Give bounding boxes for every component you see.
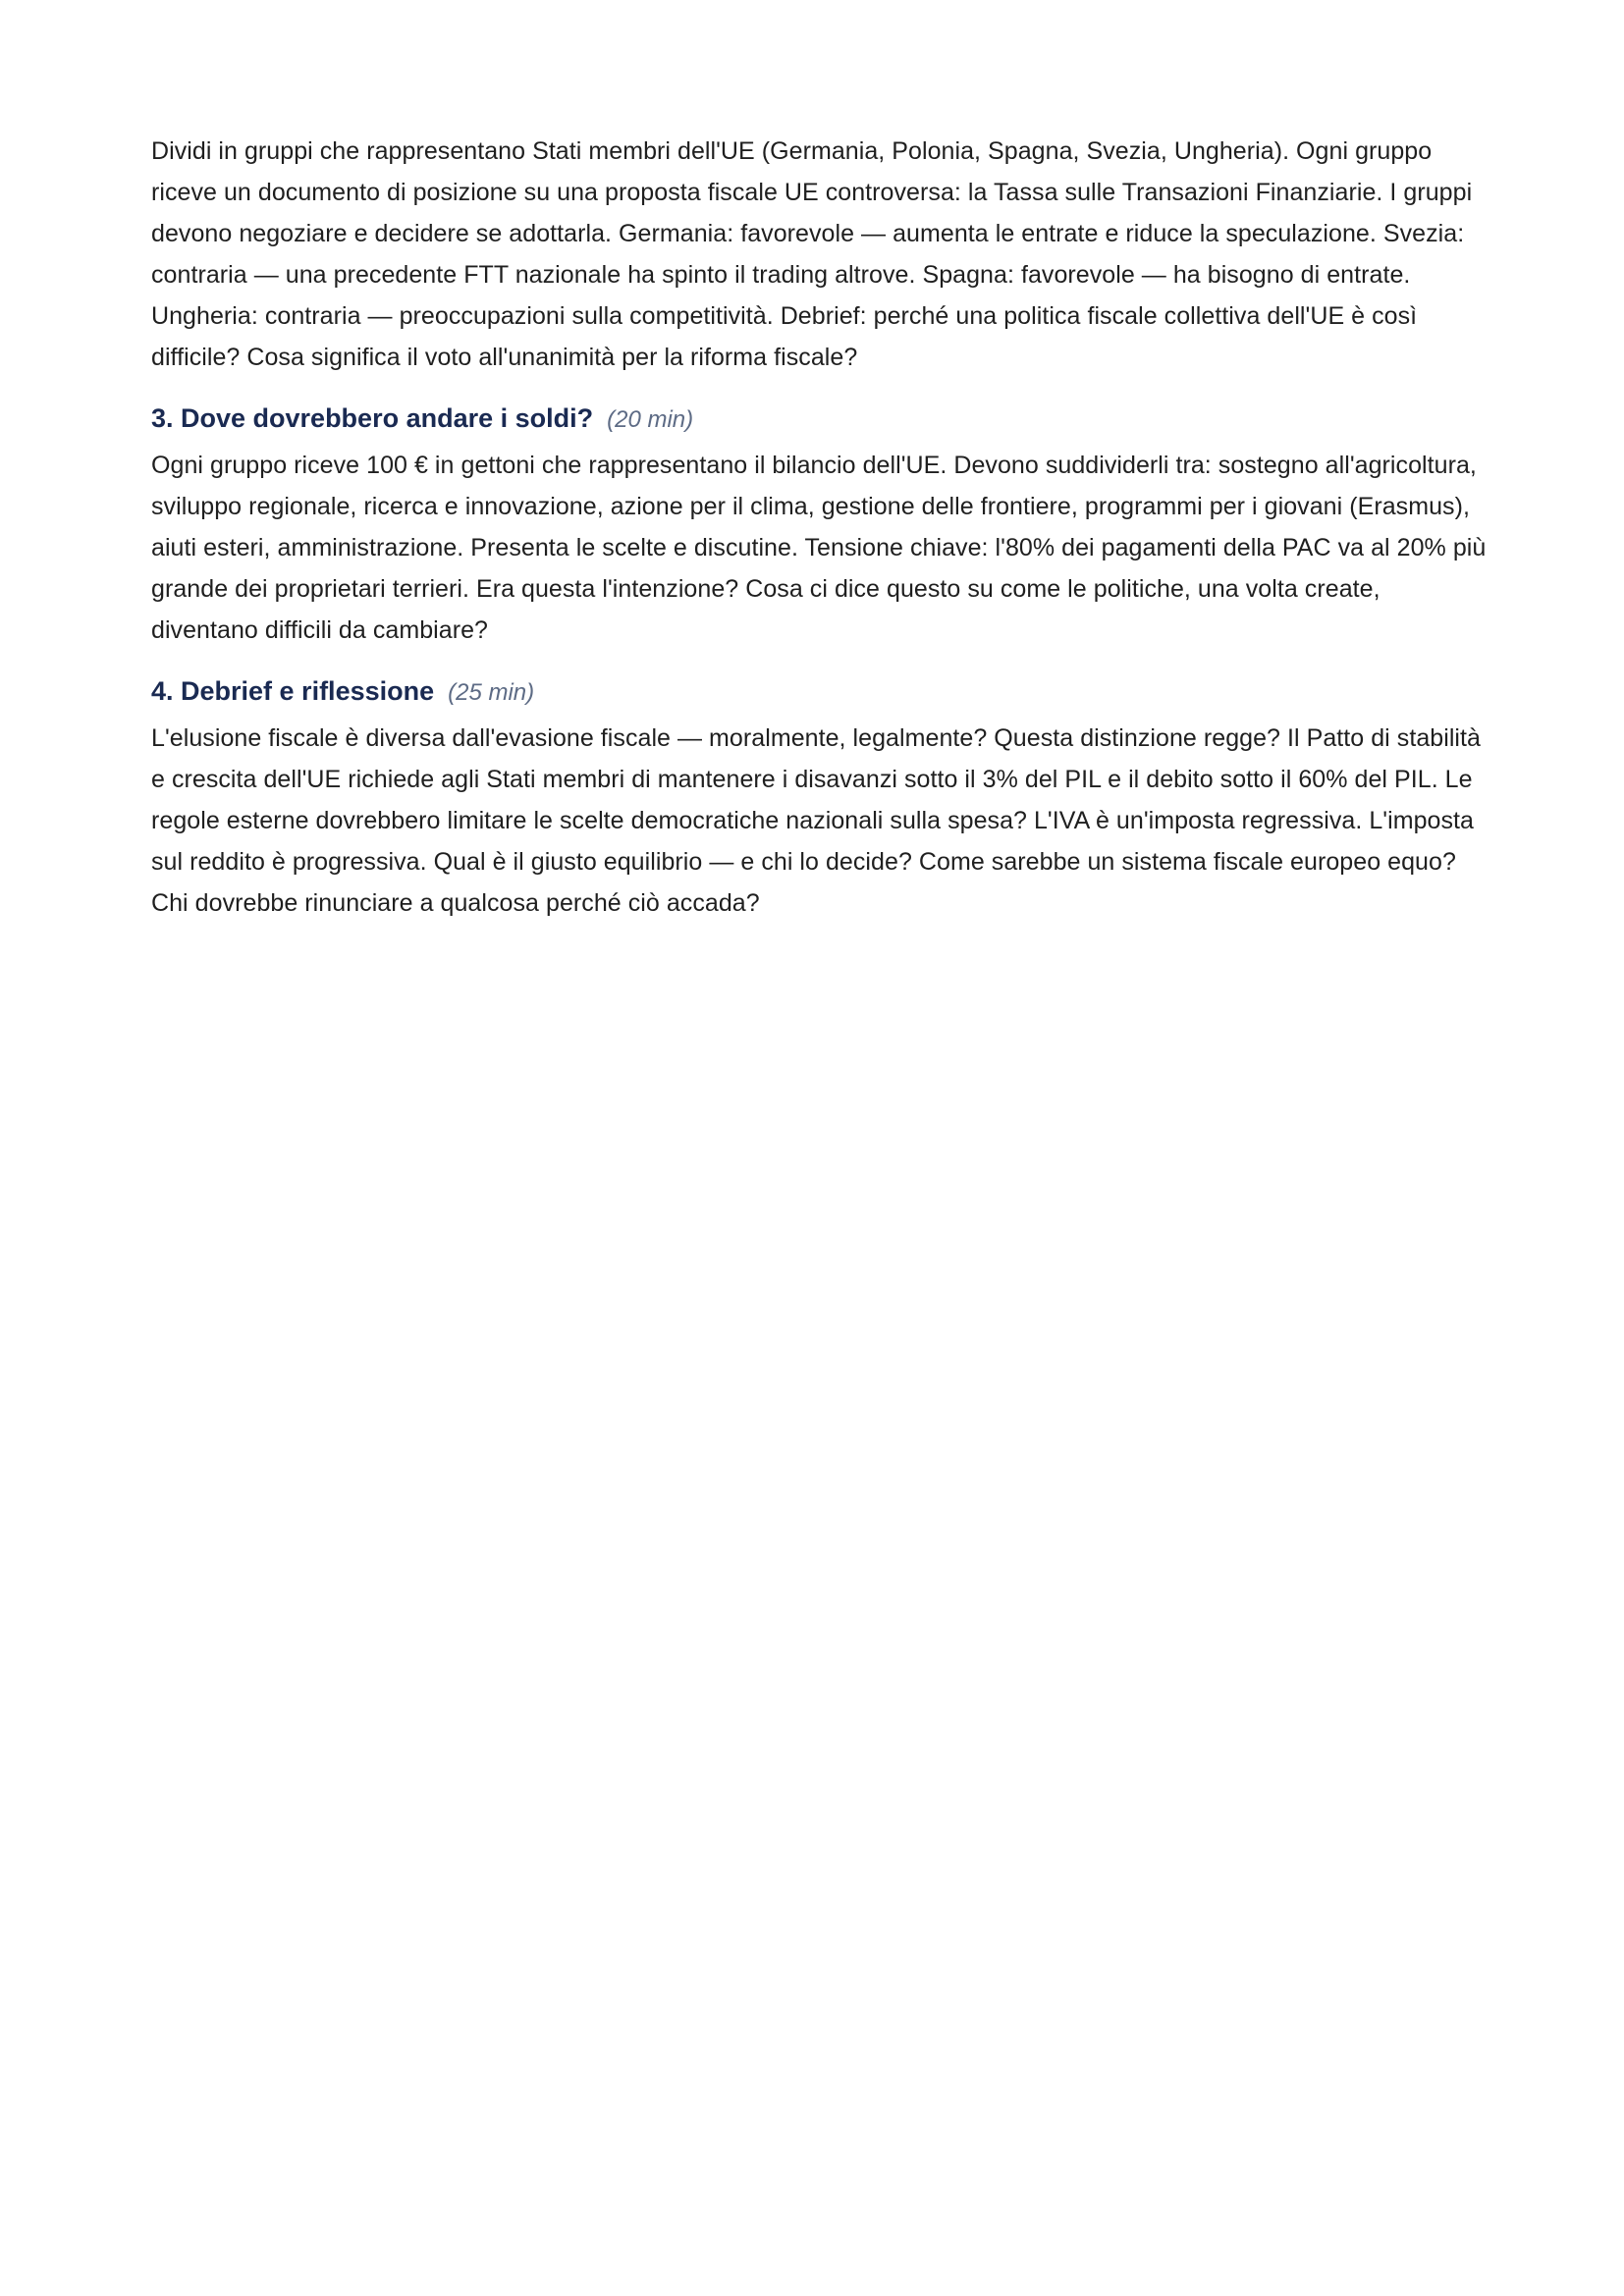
section-duration: (25 min) [448, 679, 535, 706]
section-body: Ogni gruppo riceve 100 € in gettoni che rappresentano il bilancio dell'UE. Devono suddividerli tra: sostegno all'agricoltura, sviluppo regionale, ricerca e innovazione, azione per il clima, gestione delle frontiere, programmi per i giovani (Erasmus), aiuti esteri, amministrazione. Presenta le scelte e discutine. Tensione chiave: l'80% dei pagamenti della PAC va al 20% più grande dei proprietari terrieri. Era questa l'intenzione? Cosa ci dice questo su come le politiche, una volta create, diventano difficili da cambiare? [151, 452, 1487, 644]
document-page [151, 131, 1487, 924]
section-title: 4. Debrief e riflessione [151, 676, 435, 706]
section-body: L'elusione fiscale è diversa dall'evasione fiscale — moralmente, legalmente? Questa distinzione regge? Il Patto di stabilità e crescita dell'UE richiede agli Stati membri di mantenere i disavanzi sotto il 3% del PIL e il debito sotto il 60% del PIL. Le regole esterne dovrebbero limitare le scelte democratiche nazionali sulla spesa? L'IVA è un'imposta regressiva. L'imposta sul reddito è progressiva. Qual è il giusto equilibrio — e chi lo decide? Come sarebbe un sistema fiscale europeo equo? Chi dovrebbe rinunciare a qualcosa perché ciò accada? [151, 724, 1481, 917]
section-duration: (20 min) [607, 406, 694, 433]
section-debrief-reflection [151, 676, 1487, 924]
section-heading [151, 676, 1487, 716]
intro-paragraph: Dividi in gruppi che rappresentano Stati membri dell'UE (Germania, Polonia, Spagna, Svezia, Ungheria). Ogni gruppo riceve un documento di posizione su una proposta fiscale UE controversa: la Tassa sulle Transazioni Finanziarie. I gruppi devono negoziare e decidere se adottarla. Germania: favorevole — aumenta le entrate e riduce la speculazione. Svezia: contraria — una precedente FTT nazionale ha spinto il trading altrove. Spagna: favorevole — ha bisogno di entrate. Ungheria: contraria — preoccupazioni sulla competitività. Debrief: perché una politica fiscale collettiva dell'UE è così difficile? Cosa significa il voto all'unanimità per la riforma fiscale? [151, 137, 1473, 371]
section-heading [151, 403, 1487, 443]
section-title: 3. Dove dovrebbero andare i soldi? [151, 403, 594, 433]
section-budget-allocation [151, 403, 1487, 651]
